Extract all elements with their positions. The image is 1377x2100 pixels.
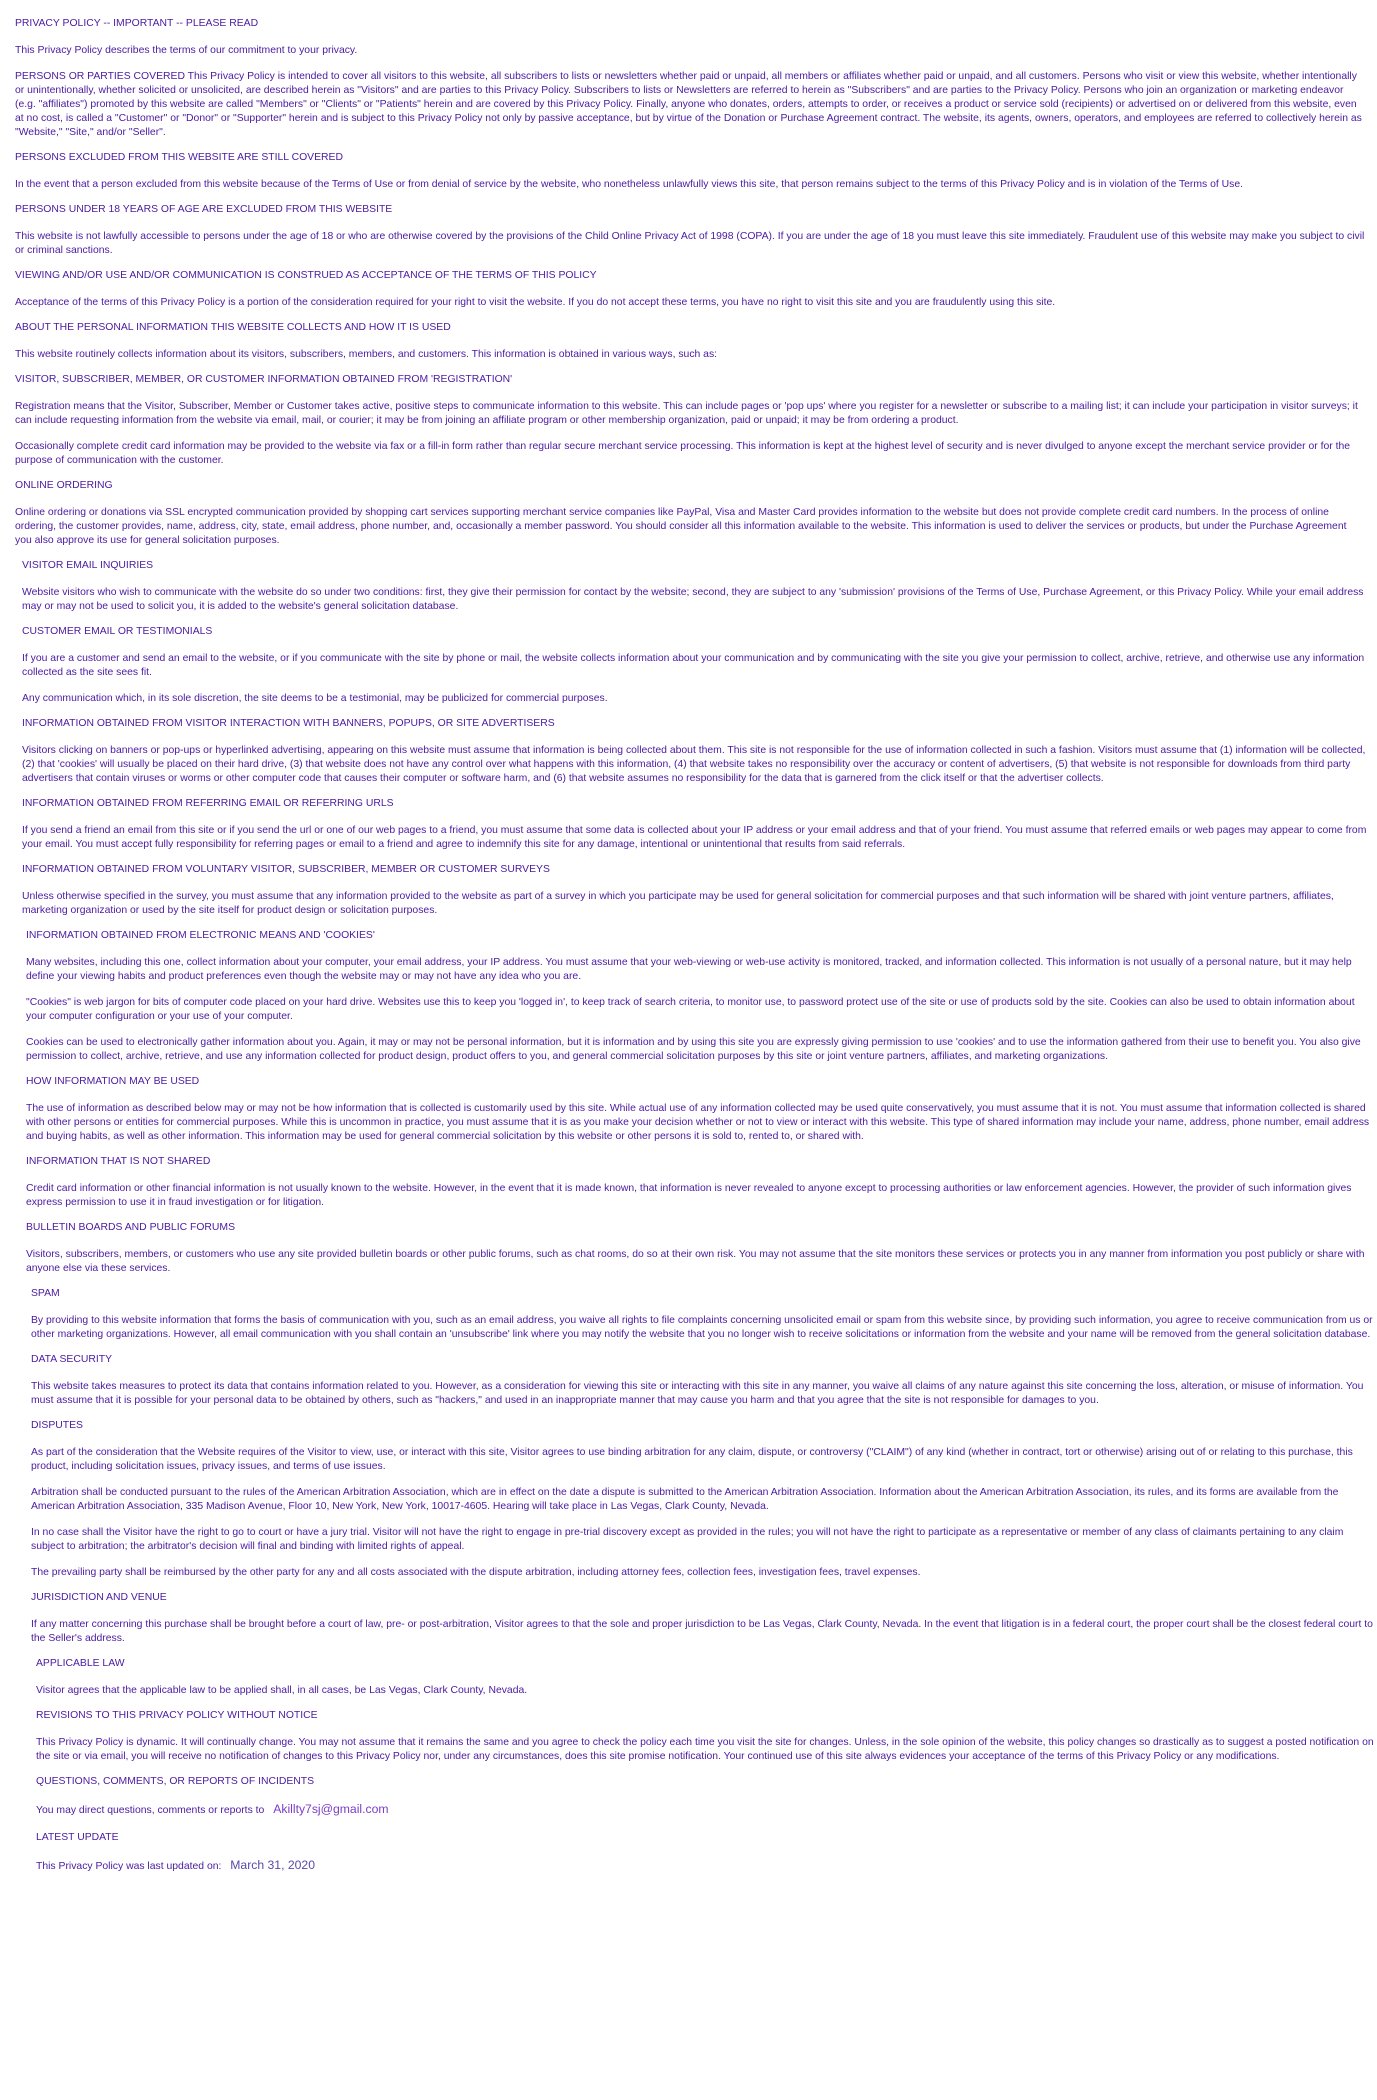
section-heading: ONLINE ORDERING [15, 480, 113, 491]
section-paragraph: Online ordering or donations via SSL encrypted communication provided by shopping cart services supporting merchant service companies like PayPal, Visa and Master Card provides information to the website but does not provide complete credit card numbers. In the process of online ordering, the customer provides, name, address, city, state, email address, phone number, and, occasionally a member password. You should consider all this information available to the website. This information is used to deliver the services or products, but under the Purchase Agreement you also approve its use for general solicitation purposes. [15, 507, 1347, 546]
section-heading: QUESTIONS, COMMENTS, OR REPORTS OF INCIDENTS [36, 1776, 315, 1787]
section-paragraph: If you are a customer and send an email to the website, or if you communicate with the site by phone or mail, the website collects information about your communication and by communicating with the site you give your permission to collect, archive, retrieve, and otherwise use any information collected as the site sees fit. [22, 653, 1365, 678]
section-heading: CUSTOMER EMAIL OR TESTIMONIALS [22, 626, 213, 637]
section-heading: VISITOR, SUBSCRIBER, MEMBER, OR CUSTOMER INFORMATION OBTAINED FROM 'REGISTRATION' [15, 374, 513, 385]
section-heading: VIEWING AND/OR USE AND/OR COMMUNICATION IS CONSTRUED AS ACCEPTANCE OF THE TERMS OF THIS POLICY [15, 270, 597, 281]
section-paragraph: Many websites, including this one, collect information about your computer, your email address, your IP address. You must assume that your web-viewing or web-use activity is monitored, tracked, and information collected. This information is not usually of a personal nature, but it may help define your viewing habits and product preferences even though the website may or may not have any idea who you are. [26, 957, 1352, 982]
section-paragraph: Visitor agrees that the applicable law to be applied shall, in all cases, be Las Vegas, Clark County, Nevada. [36, 1685, 528, 1696]
latest-update-label: This Privacy Policy was last updated on: [36, 1861, 222, 1872]
contact-line [36, 1802, 1377, 1818]
section-paragraph: Website visitors who wish to communicate with the website do so under two conditions: first, they give their permission for contact by the website; second, they are subject to any 'submission' provisions of the Terms of Use, Purchase Agreement, or this Privacy Policy. While your email address may or may not be used to solicit you, it is added to the website's general solicitation database. [22, 587, 1364, 612]
section-paragraph: If any matter concerning this purchase shall be brought before a court of law, pre- or post-arbitration, Visitor agrees to that the sole and proper jurisdiction to be Las Vegas, Clark County, Nevada. In the event that litigation is in a federal court, the proper court shall be the closest federal court to the Seller's address. [31, 1619, 1373, 1644]
section-heading: INFORMATION OBTAINED FROM REFERRING EMAIL OR REFERRING URLS [22, 798, 394, 809]
section-paragraph: The use of information as described below may or may not be how information that is collected is customarily used by this site. While actual use of any information collected may be used quite conservatively, you must assume that it is not. You must assume that information collected is shared with other persons or entities for commercial purposes. While this is uncommon in practice, you must assume that it is as you make your decision whether or not to view or interact with this website. This type of shared information may include your name, address, phone number, email address and buying habits, as well as other information. This information may be used for general commercial solicitation by this website or other persons it is sold to, rented to, or shared with. [26, 1103, 1370, 1142]
policy-section [0, 798, 1377, 852]
section-paragraph: The prevailing party shall be reimbursed by the other party for any and all costs associated with the dispute arbitration, including attorney fees, collection fees, investigation fees, travel expenses. [31, 1567, 921, 1578]
contact-label: You may direct questions, comments or reports to [36, 1805, 265, 1816]
section-heading: PERSONS UNDER 18 YEARS OF AGE ARE EXCLUDED FROM THIS WEBSITE [15, 204, 393, 215]
policy-section [0, 204, 1377, 258]
section-paragraph: Any communication which, in its sole discretion, the site deems to be a testimonial, may be publicized for commercial purposes. [22, 693, 608, 704]
latest-update-heading: LATEST UPDATE [36, 1832, 119, 1843]
policy-section [0, 1776, 1377, 1788]
latest-update-line [36, 1858, 1377, 1874]
section-heading: DISPUTES [31, 1420, 83, 1431]
section-paragraph: In the event that a person excluded from this website because of the Terms of Use or from denial of service by the website, who nonetheless unlawfully views this site, that person remains subject to the terms of this Privacy Policy and is in violation of the Terms of Use. [15, 179, 1244, 190]
policy-section [0, 1156, 1377, 1210]
section-heading: INFORMATION OBTAINED FROM VOLUNTARY VISITOR, SUBSCRIBER, MEMBER OR CUSTOMER SURVEYS [22, 864, 550, 875]
policy-section [0, 70, 1377, 140]
section-paragraph: In no case shall the Visitor have the right to go to court or have a jury trial. Visitor will not have the right to engage in pre-trial discovery except as provided in the rules; you will not have the right to participate as a representative or member of any class of claimants pertaining to any claim subject to arbitration; the arbitrator's decision will final and binding with limited rights of appeal. [31, 1527, 1344, 1552]
section-heading: INFORMATION THAT IS NOT SHARED [26, 1156, 211, 1167]
section-paragraph: "Cookies" is web jargon for bits of computer code placed on your hard drive. Websites use this to keep you 'logged in', to keep track of search criteria, to monitor use, to password protect use of the site or use of products sold by the site. Cookies can also be used to obtain information about your computer configuration or your use of your computer. [26, 997, 1355, 1022]
section-paragraph: Acceptance of the terms of this Privacy Policy is a portion of the consideration required for your right to visit the website. If you do not accept these terms, you have no right to visit this site and you are fraudulently using this site. [15, 297, 1056, 308]
section-paragraph: Unless otherwise specified in the survey, you must assume that any information provided to the website as part of a survey in which you participate may be used for general solicitation for commercial purposes and that such information will be shared with joint venture partners, affiliates, marketing organization or used by the site itself for product design or solicitation purposes. [22, 891, 1334, 916]
section-paragraph: This Privacy Policy is dynamic. It will continually change. You may not assume that it remains the same and you agree to check the policy each time you visit the site for changes. Unless, in the sole opinion of the website, this policy changes so drastically as to suggest a posted notification on the site or via email, you will receive no notification of changes to this Privacy Policy nor, under any circumstances, does this site promise notification. Your continued use of this site always evidences your acceptance of the terms of this Privacy Policy or any modifications. [36, 1737, 1374, 1762]
section-paragraph: By providing to this website information that forms the basis of communication with you, such as an email address, you waive all rights to file complaints concerning unsolicited email or spam from this website since, by providing such information, you agree to receive communication from us or other marketing organizations. However, all email communication with you shall contain an 'unsubscribe' link where you may notify the website that you no longer wish to receive solicitations or information from the website and your name will be removed from the general solicitation database. [31, 1315, 1373, 1340]
section-heading: HOW INFORMATION MAY BE USED [26, 1076, 200, 1087]
section-paragraph: If you send a friend an email from this site or if you send the url or one of our web pages to a friend, you must assume that some data is collected about your IP address or your email address and that of your friend. You must assume that referred emails or web pages may appear to come from your email. You must accept fully responsibility for referring pages or email to a friend and agree to indemnify this site for any damage, intentional or unintentional that results from said referrals. [22, 825, 1367, 850]
policy-section [0, 718, 1377, 786]
policy-section [0, 322, 1377, 362]
section-heading: REVISIONS TO THIS PRIVACY POLICY WITHOUT NOTICE [36, 1710, 318, 1721]
contact-email-link[interactable]: Akillty7sj@gmail.com [273, 1802, 389, 1816]
policy-section [0, 1288, 1377, 1342]
section-heading: INFORMATION OBTAINED FROM ELECTRONIC MEANS AND 'COOKIES' [26, 930, 375, 941]
section-paragraph: Credit card information or other financial information is not usually known to the website. However, in the event that it is made known, that information is never revealed to anyone except to processing authorities or law enforcement agencies. However, the provider of such information gives express permission to use it in fraud investigation or for litigation. [26, 1183, 1352, 1208]
document-title: PRIVACY POLICY -- IMPORTANT -- PLEASE READ [15, 18, 259, 29]
section-paragraph: PERSONS OR PARTIES COVERED This Privacy Policy is intended to cover all visitors to this website, all subscribers to lists or newsletters whether paid or unpaid, all members or affiliates whether paid or unpaid, and all customers. Persons who visit or view this website, whether intentionally or unintentionally, whether solicited or unsolicited, are described herein as "Visitors" and are parties to this Privacy Policy. Subscribers to lists or Newsletters are referred to herein as "Subscribers" and are parties to the Privacy Policy. Persons who join an organization or marketing endeavor (e.g. "affiliates") promoted by this website are called "Members" or "Clients" or "Patients" herein and are covered by this Privacy Policy. Finally, anyone who donates, orders, attempts to order, or receives a product or service sold (recipients) or advertised on or delivered from this website, even at no cost, is called a "Customer" or "Donor" or "Supporter" herein and is subject to this Privacy Policy not only by passive acceptance, but by virtue of the Donation or Purchase Agreement contract. The website, its agents, owners, operators, and employees are referred to collectively herein as "Website," "Site," and/or "Seller". [15, 71, 1362, 138]
section-paragraph: This website routinely collects information about its visitors, subscribers, members, and customers. This information is obtained in various ways, such as: [15, 349, 718, 360]
section-heading: VISITOR EMAIL INQUIRIES [22, 560, 154, 571]
section-paragraph: Occasionally complete credit card information may be provided to the website via fax or a fill-in form rather than regular secure merchant service processing. This information is kept at the highest level of security and is never divulged to anyone except the merchant service provider or for the purpose of communication with the customer. [15, 441, 1351, 466]
section-paragraph: This website takes measures to protect its data that contains information related to you. However, as a consideration for viewing this site or interacting with this site in any manner, you waive all claims of any nature against this site concerning the loss, alteration, or misuse of information. You must assume that it is possible for your personal data to be obtained by others, such as "hackers," and used in an inappropriate manner that may cause you harm and that you agree that the site is not responsible for damages to you. [31, 1381, 1364, 1406]
section-heading: INFORMATION OBTAINED FROM VISITOR INTERACTION WITH BANNERS, POPUPS, OR SITE ADVERTISERS [22, 718, 555, 729]
section-paragraph: Cookies can be used to electronically gather information about you. Again, it may or may not be personal information, but it is information and by using this site you are expressly giving permission to use 'cookies' and to use the information gathered from their use to benefit you. You also give permission to collect, archive, retrieve, and use any information collected for product design, product offers to you, and general commercial solicitation purposes by this site or joint venture partners, affiliates, and marketing organizations. [26, 1037, 1361, 1062]
section-paragraph: As part of the consideration that the Website requires of the Visitor to view, use, or interact with this site, Visitor agrees to use binding arbitration for any claim, dispute, or controversy ("CLAIM") of any kind (whether in contract, tort or otherwise) arising out of or relating to this purchase, this product, including solicitation issues, privacy issues, and terms of use issues. [31, 1447, 1353, 1472]
section-paragraph: Arbitration shall be conducted pursuant to the rules of the American Arbitration Association, which are in effect on the date a dispute is submitted to the American Arbitration Association. Information about the American Arbitration Association, its rules, and its forms are available from the American Arbitration Association, 335 Madison Avenue, Floor 10, New York, New York, 10017-4605. Hearing will take place in Las Vegas, Clark County, Nevada. [31, 1487, 1339, 1512]
policy-section [0, 374, 1377, 468]
policy-section [0, 152, 1377, 192]
section-paragraph: This website is not lawfully accessible to persons under the age of 18 or who are otherwise covered by the provisions of the Child Online Privacy Act of 1998 (COPA). If you are under the age of 18 you must leave this site immediately. Fraudulent use of this website may make you subject to civil or criminal sanctions. [15, 231, 1365, 256]
policy-section [0, 1710, 1377, 1764]
section-heading: APPLICABLE LAW [36, 1658, 125, 1669]
section-heading: SPAM [31, 1288, 60, 1299]
policy-section [0, 560, 1377, 614]
policy-section [0, 1658, 1377, 1698]
section-heading: BULLETIN BOARDS AND PUBLIC FORUMS [26, 1222, 236, 1233]
section-heading: PERSONS EXCLUDED FROM THIS WEBSITE ARE STILL COVERED [15, 152, 343, 163]
policy-section [0, 626, 1377, 706]
policy-section [0, 270, 1377, 310]
section-paragraph: Registration means that the Visitor, Subscriber, Member or Customer takes active, positive steps to communicate information to this website. This can include pages or 'pop ups' where you register for a newsletter or subscribe to a mailing list; it can include your participation in visitor surveys; it can include requesting information from the website via email, mail, or courier; it may be from joining an affiliate program or other membership organization, paid or unpaid; it may be from ordering a product. [15, 401, 1358, 426]
latest-update-date: March 31, 2020 [230, 1858, 315, 1872]
policy-section [0, 930, 1377, 1064]
policy-section [0, 1076, 1377, 1144]
policy-sections [0, 70, 1377, 1788]
section-heading: JURISDICTION AND VENUE [31, 1592, 167, 1603]
section-paragraph: Visitors clicking on banners or pop-ups or hyperlinked advertising, appearing on this website must assume that information is being collected about them. This site is not responsible for the use of information collected in such a fashion. Visitors must assume that (1) information will be collected, (2) that 'cookies' will usually be placed on their hard drive, (3) that website does not have any control over what happens with this information, (4) that website takes no responsibility over the accuracy or content of advertisers, (5) that website is not responsible for downloads from third party advertisers that contain viruses or worms or other computer code that causes their computer or software harm, and (6) that website assumes no responsibility for the data that is garnered from the click itself or that the advertiser collects. [22, 745, 1366, 784]
section-heading: DATA SECURITY [31, 1354, 113, 1365]
section-heading: ABOUT THE PERSONAL INFORMATION THIS WEBSITE COLLECTS AND HOW IT IS USED [15, 322, 451, 333]
policy-section [0, 480, 1377, 548]
section-paragraph: Visitors, subscribers, members, or customers who use any site provided bulletin boards or other public forums, such as chat rooms, do so at their own risk. You may not assume that the site monitors these services or protects you in any manner from information you post publicly or share with anyone else via these services. [26, 1249, 1365, 1274]
policy-section [0, 1354, 1377, 1408]
policy-section [0, 1222, 1377, 1276]
intro-text: This Privacy Policy describes the terms of our commitment to your privacy. [15, 45, 358, 56]
policy-section [0, 1420, 1377, 1580]
policy-section [0, 864, 1377, 918]
policy-section [0, 1592, 1377, 1646]
